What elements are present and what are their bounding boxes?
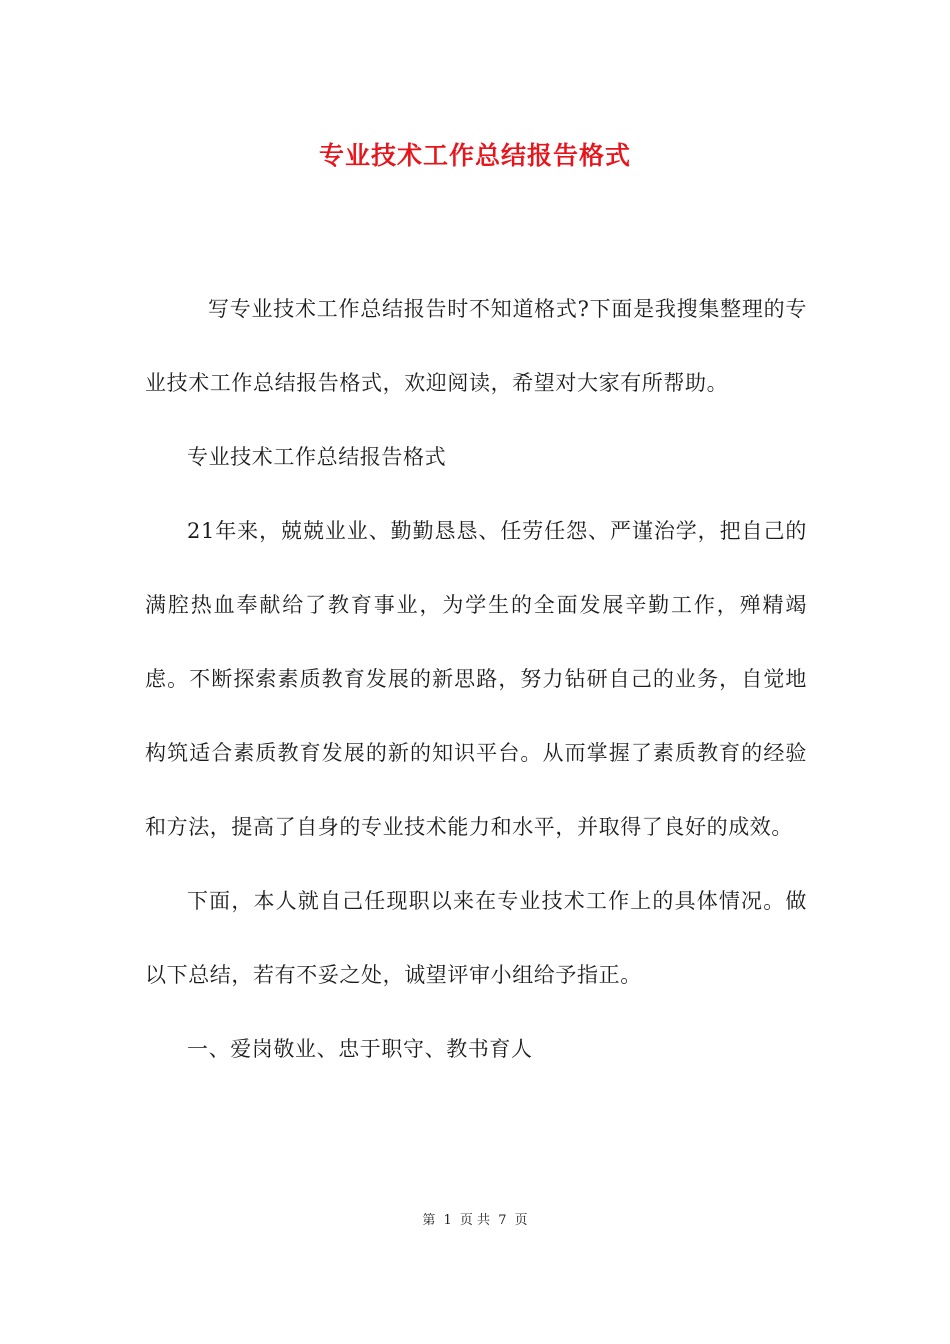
footer-suffix: 页 [514, 1213, 528, 1228]
document-body [145, 272, 807, 1086]
body-paragraph: 21年来，兢兢业业、勤勤恳恳、任劳任怨、严谨治学，把自己的满腔热血奉献给了教育事业，为学生的全面发展辛勤工作，殚精竭虑。不断探索素质教育发展的新思路，努力钻研自己的业务，自觉地构筑适合素质教育发展的新的知识平台。从而掌握了素质教育的经验和方法，提高了自身的专业技术能力和水平，并取得了良好的成效。 [145, 519, 807, 839]
body-paragraph: 下面，本人就自己任现职以来在专业技术工作上的具体情况。做以下总结，若有不妥之处，诚望评审小组给予指正。 [145, 889, 807, 987]
intro-paragraph: 写专业技术工作总结报告时不知道格式?下面是我搜集整理的专业技术工作总结报告格式，欢迎阅读，希望对大家有所帮助。 [145, 297, 807, 395]
section-heading: 专业技术工作总结报告格式 [187, 445, 447, 469]
footer-total-pages: 7 [498, 1213, 507, 1228]
footer-page-number: 1 [443, 1213, 452, 1228]
document-title: 专业技术工作总结报告格式 [318, 141, 631, 170]
footer-prefix: 第 [422, 1213, 436, 1228]
footer-middle: 页 共 [459, 1213, 491, 1228]
subsection-heading: 一、爱岗敬业、忠于职守、教书育人 [187, 1037, 533, 1061]
page-footer [0, 1209, 950, 1228]
